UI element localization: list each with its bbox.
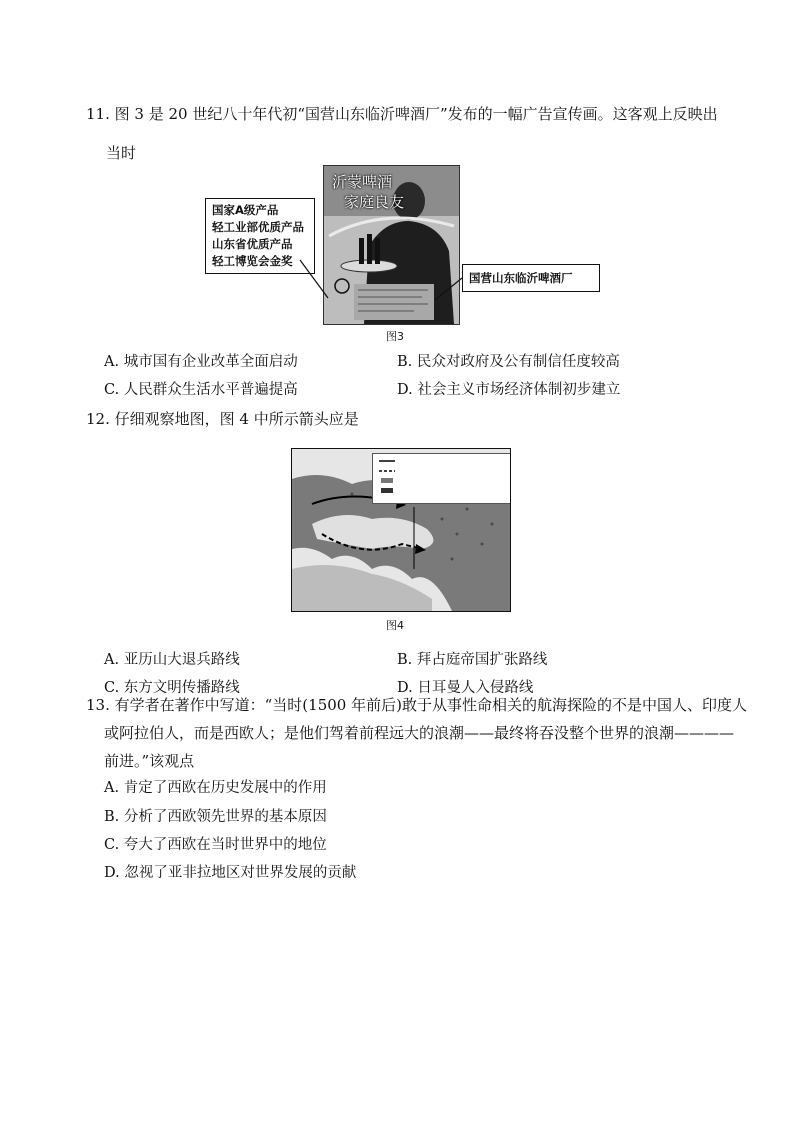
callout-left-line3: 山东省优质产品: [212, 237, 293, 251]
callout-left-line2: 轻工业部优质产品: [212, 220, 304, 234]
callout-right: 国营山东临沂啤酒厂: [462, 264, 600, 292]
q11-option-c: C. 人民群众生活水平普遍提高: [104, 382, 298, 398]
q13-stem-line1: 13. 有学者在著作中写道：“当时(1500 年前后)敢于从事性命相关的航海探险的不是中国人、印度人: [86, 696, 747, 714]
q11-option-d: D. 社会主义市场经济体制初步建立: [397, 382, 621, 398]
q13-option-d: D. 忽视了亚非拉地区对世界发展的贡献: [104, 865, 357, 881]
q11-option-a: A. 城市国有企业改革全面启动: [104, 354, 298, 370]
callout-left-line4: 轻工博览会金奖: [212, 254, 293, 268]
callout-pointers: [200, 160, 600, 345]
q13-option-a: A. 肯定了西欧在历史发展中的作用: [104, 780, 327, 796]
q13-option-b: B. 分析了西欧领先世界的基本原因: [104, 809, 327, 825]
q13-stem-line3: 前进。”该观点: [104, 752, 195, 770]
figure-3-caption: 图3: [386, 330, 404, 343]
q12-option-b: B. 拜占庭帝国扩张路线: [397, 652, 548, 668]
figure-4-caption: 图4: [386, 619, 404, 632]
map-legend: [372, 453, 511, 504]
figure-4-map: [291, 448, 511, 612]
poster-title-line2: 家庭良友: [344, 193, 405, 211]
q11-stem-line1: 11. 图 3 是 20 世纪八十年代初“国营山东临沂啤酒厂”发布的一幅广告宣传画。这客观上反映出: [86, 105, 718, 123]
q11-stem-line2: 当时: [106, 144, 137, 162]
q12-stem: 12. 仔细观察地图，图 4 中所示箭头应是: [86, 410, 359, 428]
poster-title-line1: 沂蒙啤酒: [332, 173, 393, 191]
callout-left-line1: 国家A级产品: [212, 203, 279, 217]
q12-option-d: D. 日耳曼人入侵路线: [397, 680, 534, 696]
q11-option-b: B. 民众对政府及公有制信任度较高: [397, 354, 620, 370]
legend-symbols: [377, 456, 397, 498]
q13-option-c: C. 夸大了西欧在当时世界中的地位: [104, 837, 327, 853]
q12-option-c: C. 东方文明传播路线: [104, 680, 240, 696]
q13-stem-line2: 或阿拉伯人，而是西欧人；是他们驾着前程远大的浪潮——最终将吞没整个世界的浪潮————: [104, 724, 735, 742]
q12-option-a: A. 亚历山大退兵路线: [104, 652, 240, 668]
figure-3: [200, 160, 600, 345]
